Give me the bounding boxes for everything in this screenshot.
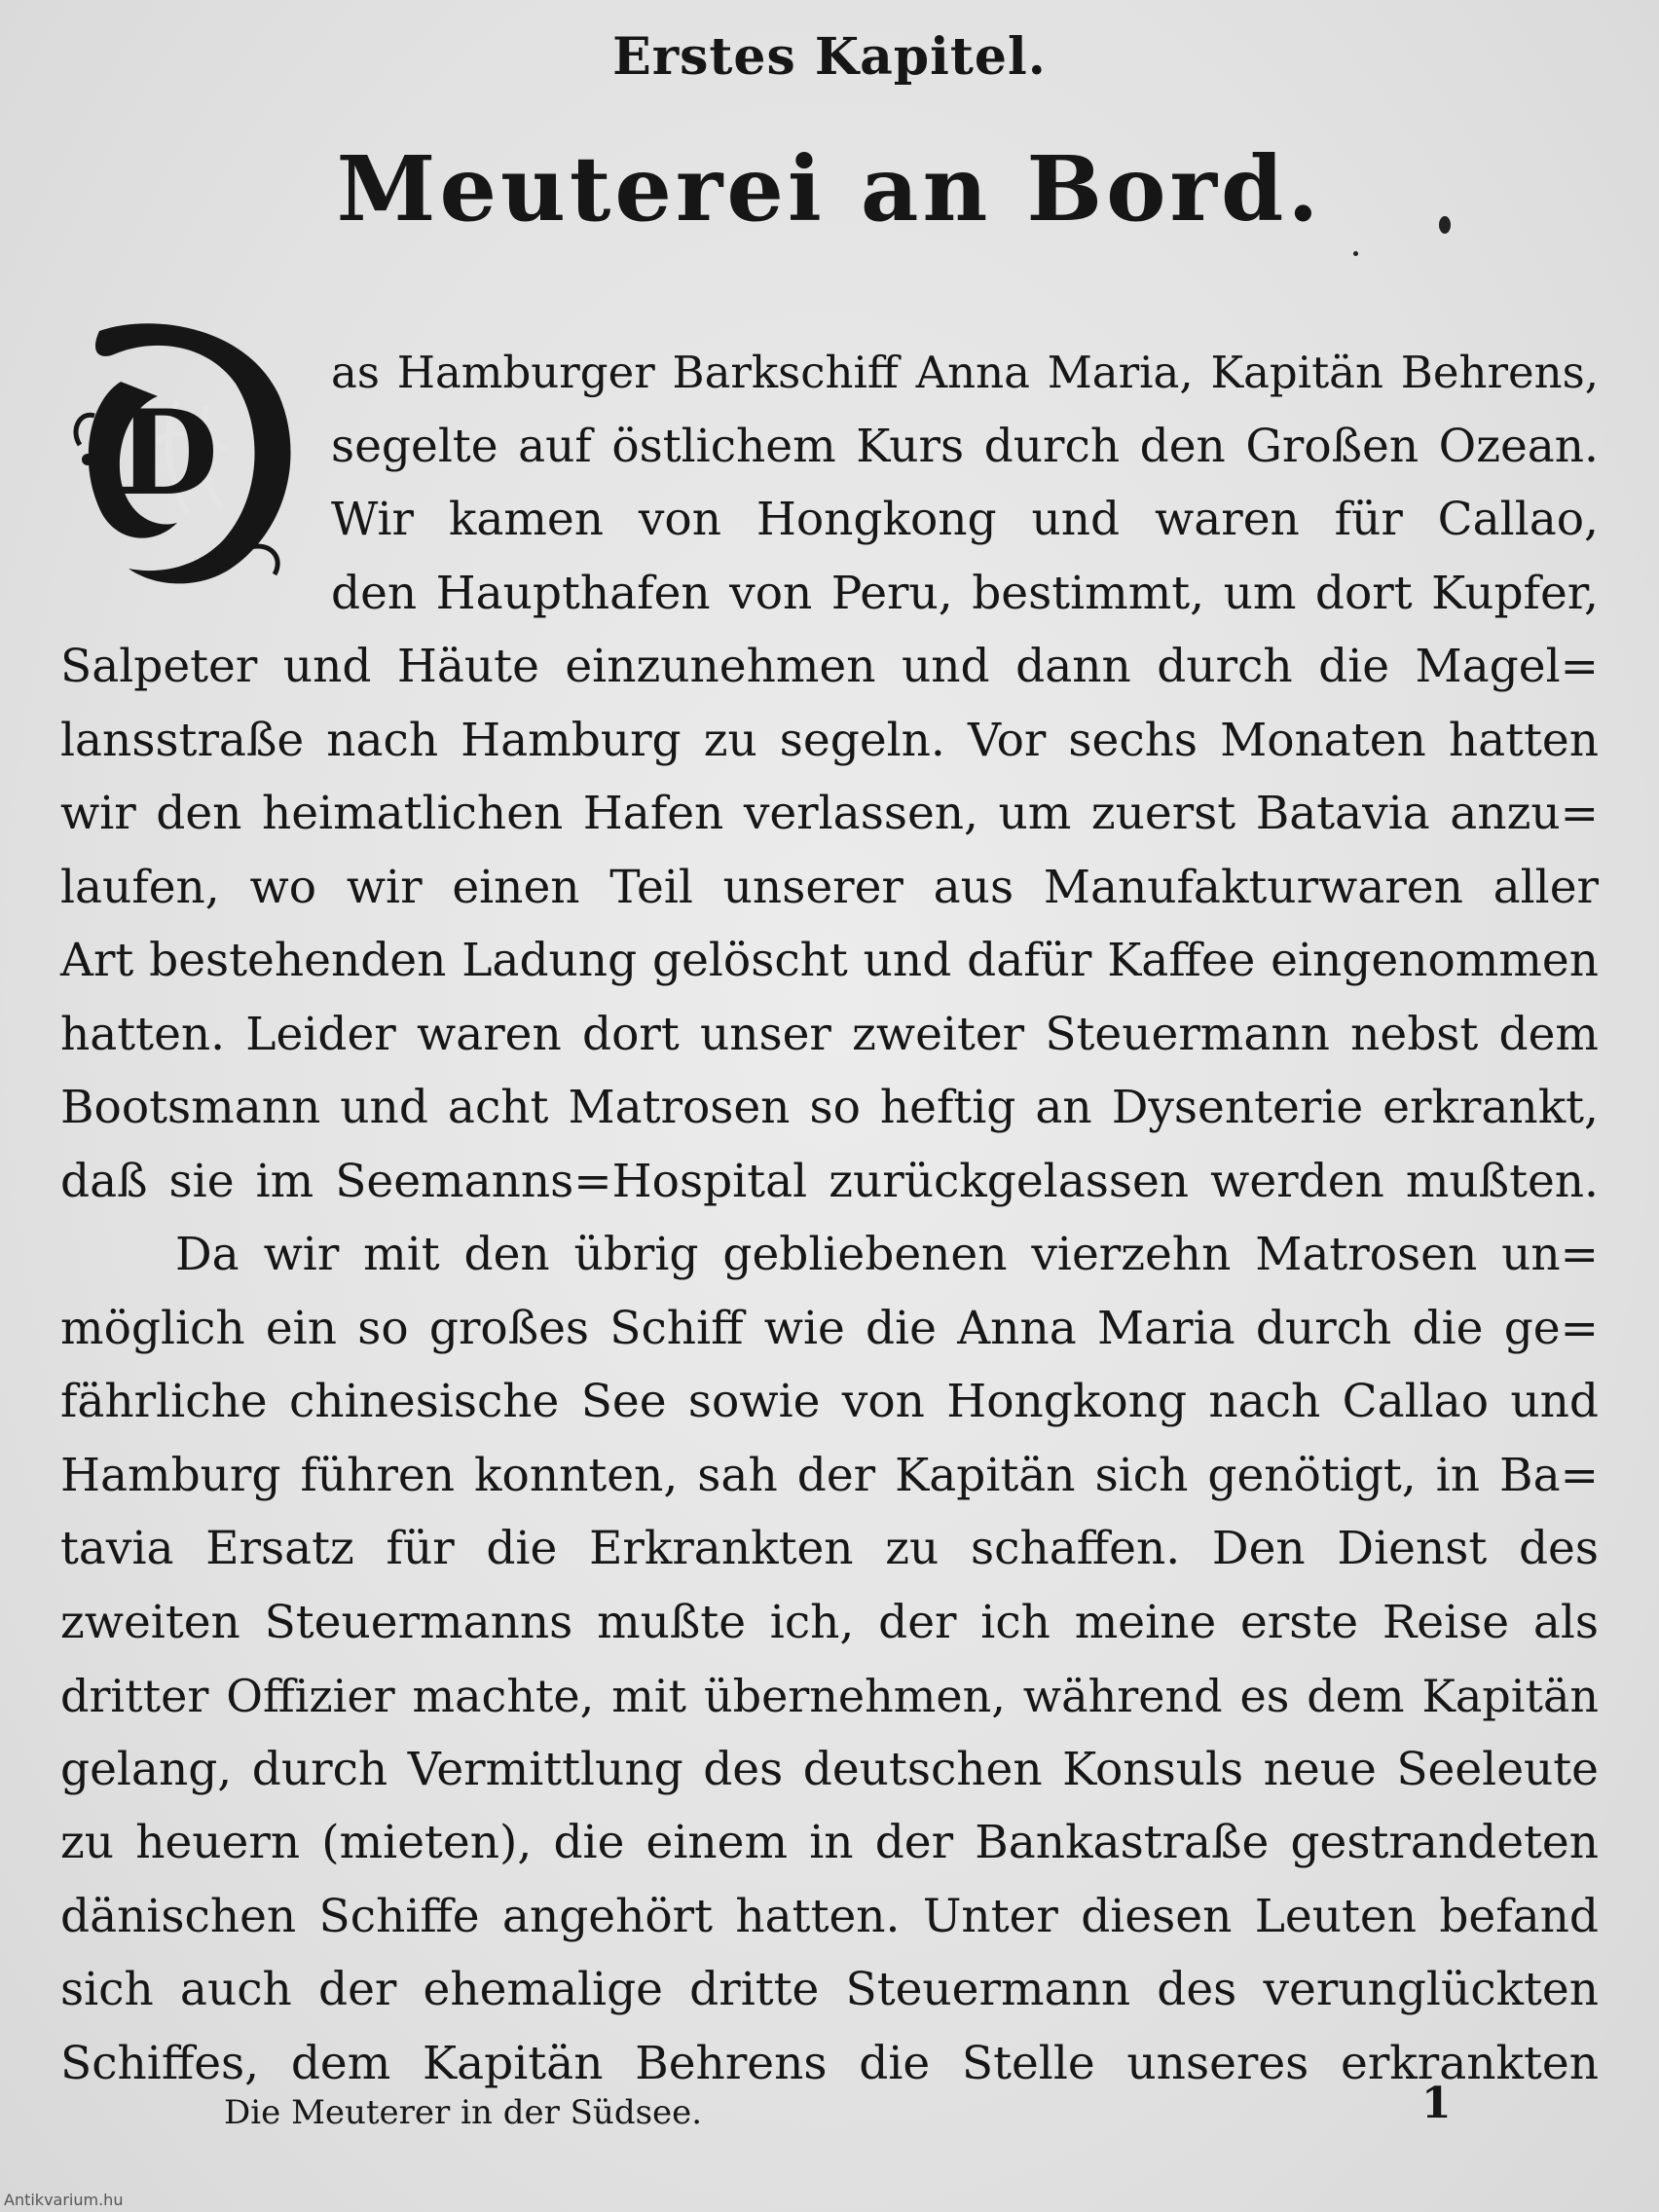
text-line: Salpeter und Häute einzunehmen und dann durch die Magel= (60, 640, 1599, 693)
running-footer-title: Die Meuterer in der Südsee. (224, 2093, 703, 2132)
text-line: sich auch der ehemalige dritte Steuermann des verunglückten (60, 1963, 1599, 2016)
text-line: tavia Ersatz für die Erkrankten zu schaffen. Den Dienst des (60, 1522, 1599, 1575)
watermark-text: Antikvarium.hu (4, 2191, 124, 2209)
text-line: den Haupthafen von Peru, bestimmt, um dort Kupfer, (331, 566, 1599, 620)
drop-cap-initial (60, 313, 304, 596)
text-line: Bootsmann und acht Matrosen so heftig an Dysenterie erkrankt, (60, 1081, 1599, 1134)
text-line: daß sie im Seemanns=Hospital zurückgelassen werden mußten. (60, 1154, 1599, 1208)
chapter-title: Meuterei an Bord. (336, 136, 1323, 241)
text-line: dritter Offizier machte, mit übernehmen, während es dem Kapitän (60, 1670, 1599, 1722)
page-number: 1 (1421, 2079, 1452, 2128)
text-line: lansstraße nach Hamburg zu segeln. Vor sechs Monaten hatten (60, 713, 1599, 767)
text-line: Hamburg führen konnten, sah der Kapitän sich genötigt, in Ba= (60, 1448, 1599, 1502)
text-line: Da wir mit den übrig gebliebenen vierzehn Matrosen un= (175, 1228, 1599, 1281)
chapter-heading: Erstes Kapitel. (612, 27, 1047, 87)
svg-text:D: D (116, 385, 219, 522)
ink-speck (1353, 251, 1358, 256)
text-line: zweiten Steuermanns mußte ich, der ich meine erste Reise als (60, 1595, 1599, 1649)
text-line: dänischen Schiffe angehört hatten. Unter diesen Leuten befand (60, 1889, 1599, 1943)
text-line: wir den heimatlichen Hafen verlassen, um zuerst Batavia anzu= (60, 787, 1599, 840)
text-line: segelte auf östlichem Kurs durch den Großen Ozean. (331, 419, 1599, 473)
text-line: Art bestehenden Ladung gelöscht und dafür Kaffee eingenommen (60, 934, 1599, 987)
text-line: Wir kamen von Hongkong und waren für Callao, (331, 493, 1599, 546)
text-line: Schiffes, dem Kapitän Behrens die Stelle unseres erkrankten (60, 2036, 1599, 2090)
text-line: möglich ein so großes Schiff wie die Anna Maria durch die ge= (60, 1301, 1599, 1355)
text-line: fährliche chinesische See sowie von Hongkong nach Callao und (60, 1375, 1599, 1428)
ink-speck (1439, 216, 1451, 234)
text-line: as Hamburger Barkschiff Anna Maria, Kapitän Behrens, (331, 347, 1599, 398)
text-line: gelang, durch Vermittlung des deutschen Konsuls neue Seeleute (60, 1742, 1599, 1796)
text-line: hatten. Leider waren dort unser zweiter Steuermann nebst dem (60, 1007, 1599, 1061)
text-line: laufen, wo wir einen Teil unserer aus Manufakturwaren aller (60, 860, 1599, 914)
text-line: zu heuern (mieten), die einem in der Bankastraße gestrandeten (60, 1816, 1599, 1869)
